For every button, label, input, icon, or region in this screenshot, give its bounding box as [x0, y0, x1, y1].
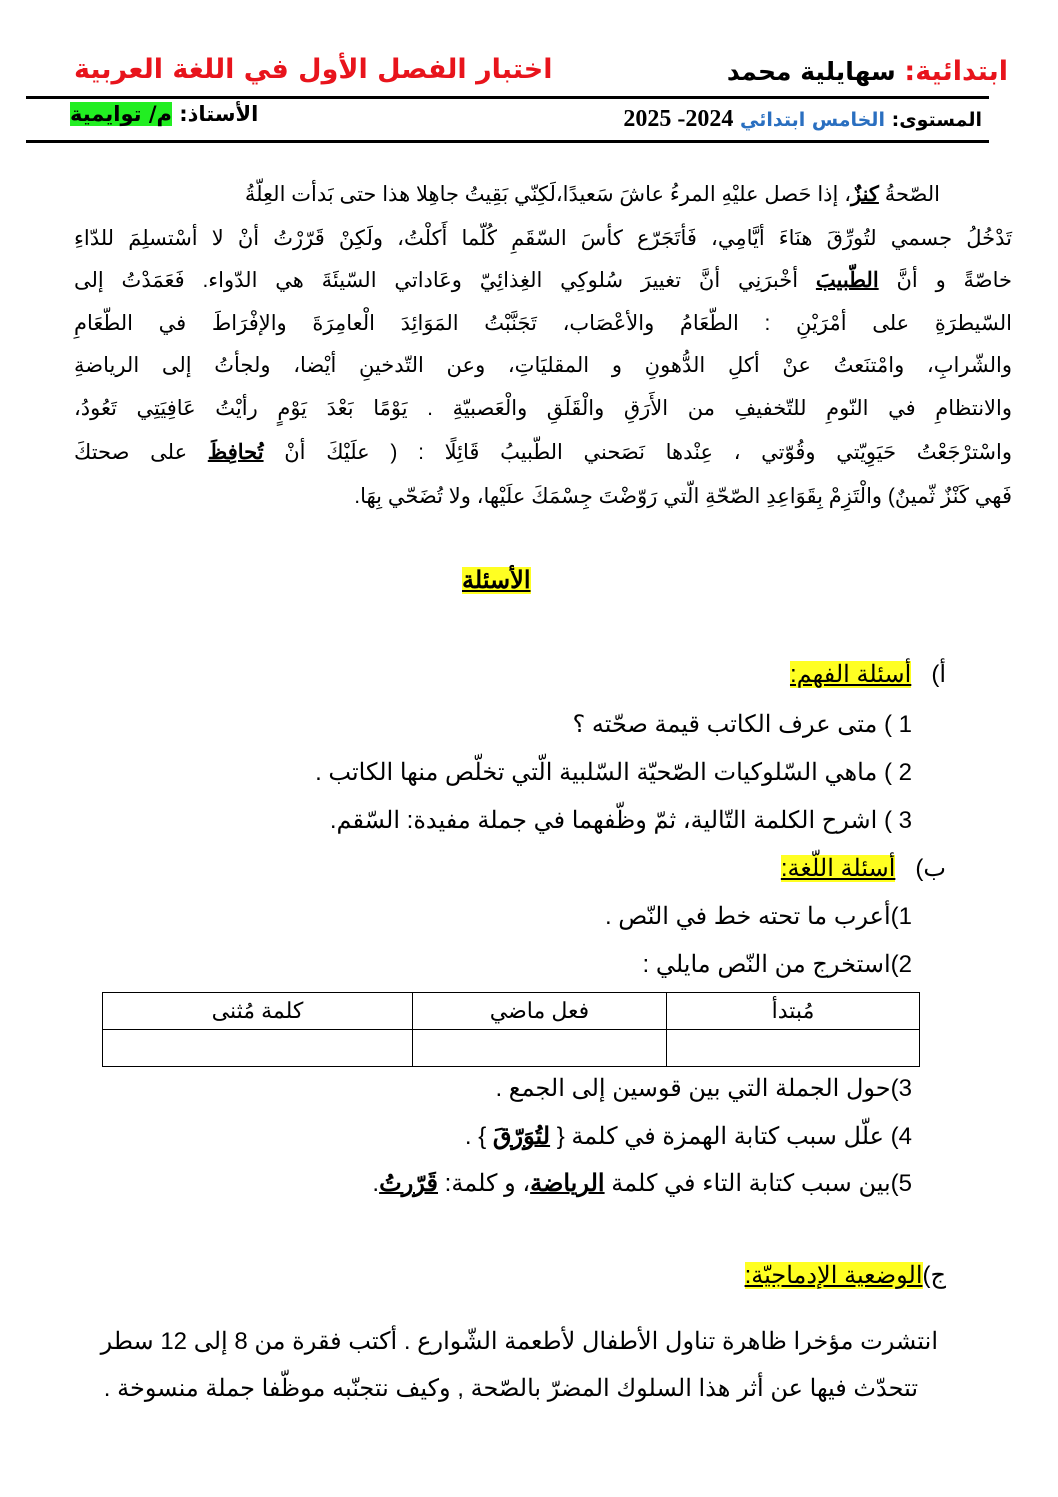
header-rule-top: [26, 96, 989, 99]
question-b2: 2)استخرج من النّص مايلي :: [642, 951, 912, 978]
passage-text: ، إذا حَصل عليْهِ المرءُ عاشَ سَعيدًا،لَكِنّي بَقِيتُ جاهِلا هذا حتى بَدأت العِلّةُ: [244, 183, 851, 206]
school-year: 2024- 2025: [623, 106, 734, 132]
passage-line: [74, 226, 1012, 251]
school-label: ابتدائية:: [904, 56, 1008, 87]
header-mubtada: مُبتدأ: [667, 993, 920, 1030]
section-c-marker: ج): [922, 1262, 946, 1289]
passage-line: [245, 182, 940, 207]
header-rule-bottom: [26, 140, 989, 143]
passage-text: تَدْخُلُ جسمي لتُورِّقَ هنَاءَ أيَّامِي، فَأتَجَرّع كأسَ السّقَمِ كُلّما أَكلْتُ، ولَكِنْ قَرّرْتُ أنْ لا أسْتسلِمَ للدّاءِ: [74, 227, 1012, 250]
passage-text: فَهي كَنْزٌ ثّمينٌ) والْتَزِمْ بِقَوَاعِدِ الصّحّةِ الّتي رَوّضْتَ جِسْمَكَ علَيْها، ولا تُضَحّي بِهَا.: [354, 485, 1012, 508]
section-b-heading: [781, 854, 946, 883]
b5-word1: الرياضة: [530, 1170, 605, 1197]
passage-text: واسْترْجَعْتُ حَيَوِيّتي وقُوّتي ، عِنْدها نَصَحني الطّبيبُ قَائِلًا : ( علَيْكَ أنْ: [263, 441, 1012, 464]
section-a-marker: أ): [931, 661, 946, 688]
underlined-word: الطّبيبَ: [815, 269, 879, 292]
passage-line: [74, 311, 1012, 336]
teacher-name: م/ توايمية: [70, 102, 172, 126]
school-name: سهايلية محمد: [726, 57, 896, 86]
header-past-verb: فعل ماضي: [413, 993, 667, 1030]
integration-line-2: تتحدّث فيها عن أثر هذا السلوك المضرّ بالصّحة , وكيف نتجنّبه موظّفا جملة منسوخة .: [103, 1375, 918, 1402]
teacher-line: [70, 102, 258, 126]
passage-line: [74, 484, 1012, 509]
passage-text: السّيطرَةِ على أمْرَيْنِ : الطّعَامُ والأعْصَاب، تَجَنَّبْتُ المَوَائِدَ الْعامِرَةَ والإفْرَاطَ في الطّعَامِ: [74, 312, 1012, 335]
section-b-title: أسئلة اللّغة:: [780, 855, 896, 882]
underlined-word: تُحافِظَ: [207, 441, 264, 464]
b4-word: لتُوَرّقَ: [492, 1123, 551, 1150]
question-a2: 2 ) ماهي السّلوكيات الصّحيّة السّلبية الّتي تخلّص منها الكاتب .: [315, 759, 912, 786]
passage-text: على صحتكَ: [74, 441, 208, 464]
passage-text: خاصّةً و أنَّ: [878, 269, 1012, 292]
level-label: المستوى:: [891, 109, 982, 131]
answer-cell[interactable]: [103, 1030, 413, 1067]
section-a-heading: [790, 660, 946, 689]
passage-line: [74, 353, 1012, 378]
question-a1: 1 ) متى عرف الكاتب قيمة صحّته ؟: [572, 711, 912, 738]
question-b3: 3)حول الجملة التي بين قوسين إلى الجمع .: [495, 1075, 912, 1102]
passage-text: والانتظامِ في النّومِ للتّخفيفِ من الأَرَقِ والْقَلَقِ والْعَصبيّةِ . يَوْمًا بَعْدَ يَوْمٍ رأيْتُ عَافِيَتِي تَعُودُ،: [74, 397, 1012, 420]
section-b-marker: ب): [915, 855, 946, 882]
passage-line: [74, 396, 1012, 421]
b5-text: 5)بين سبب كتابة التاء في كلمة: [604, 1170, 912, 1197]
b4-text: 4) علّل سبب كتابة الهمزة في كلمة {: [550, 1123, 912, 1150]
passage-text: والشّرابِ، وامْتنَعتُ عنْ أكلِ الدُّهونِ و المقليَاتِ، وعن التّدخينِ أيْضا، ولجأتُ إلى الرياضةِ: [74, 354, 1012, 377]
passage-line: [74, 440, 1012, 465]
level-line: [623, 106, 982, 133]
answer-cell[interactable]: [667, 1030, 920, 1067]
question-b4: [465, 1122, 912, 1151]
school-line: [727, 56, 1008, 87]
header-dual-word: كلمة مُثنى: [103, 993, 413, 1030]
answer-cell[interactable]: [413, 1030, 667, 1067]
level-value: الخامس ابتدائي: [740, 109, 885, 131]
questions-title-text: الأسئلة: [462, 567, 531, 594]
section-a-title: أسئلة الفهم:: [789, 661, 912, 688]
questions-title: [462, 566, 531, 595]
passage-text: أخْبرَنِي أنَّ تغييرَ سُلوكِي الغِذائِيّ وعَاداتي السّيئَةَ هي الدّواء. فَعَمَدْتُ إلى: [74, 269, 816, 292]
exam-title: اختبار الفصل الأول في اللغة العربية: [74, 54, 553, 85]
question-b5: [372, 1169, 912, 1198]
b5-end: .: [372, 1170, 380, 1197]
section-c-heading: [745, 1261, 946, 1290]
b5-mid: ، و كلمة:: [438, 1170, 531, 1197]
underlined-word: كنزٌ: [850, 183, 879, 206]
extraction-table: [102, 992, 920, 1067]
integration-line-1: انتشرت مؤخرا ظاهرة تناول الأطفال لأطعمة الشّوارع . أكتب فقرة من 8 إلى 12 سطر: [100, 1328, 938, 1355]
passage-line: [74, 268, 1012, 293]
section-c-title: الوضعية الإدماجيّة:: [744, 1262, 923, 1289]
passage-text: الصّحةُ: [878, 183, 940, 206]
question-a3: 3 ) اشرح الكلمة التّالية، ثمّ وظّفهما في جملة مفيدة: السّقم.: [329, 807, 912, 834]
b4-end: } .: [464, 1123, 493, 1150]
teacher-label: الأستاذ:: [179, 102, 259, 126]
question-b1: 1)أعرب ما تحته خط في النّص .: [604, 903, 912, 930]
b5-word2: قَرّرتُ: [379, 1170, 438, 1197]
table-answer-row: [103, 1030, 920, 1067]
table-header-row: [103, 993, 920, 1030]
